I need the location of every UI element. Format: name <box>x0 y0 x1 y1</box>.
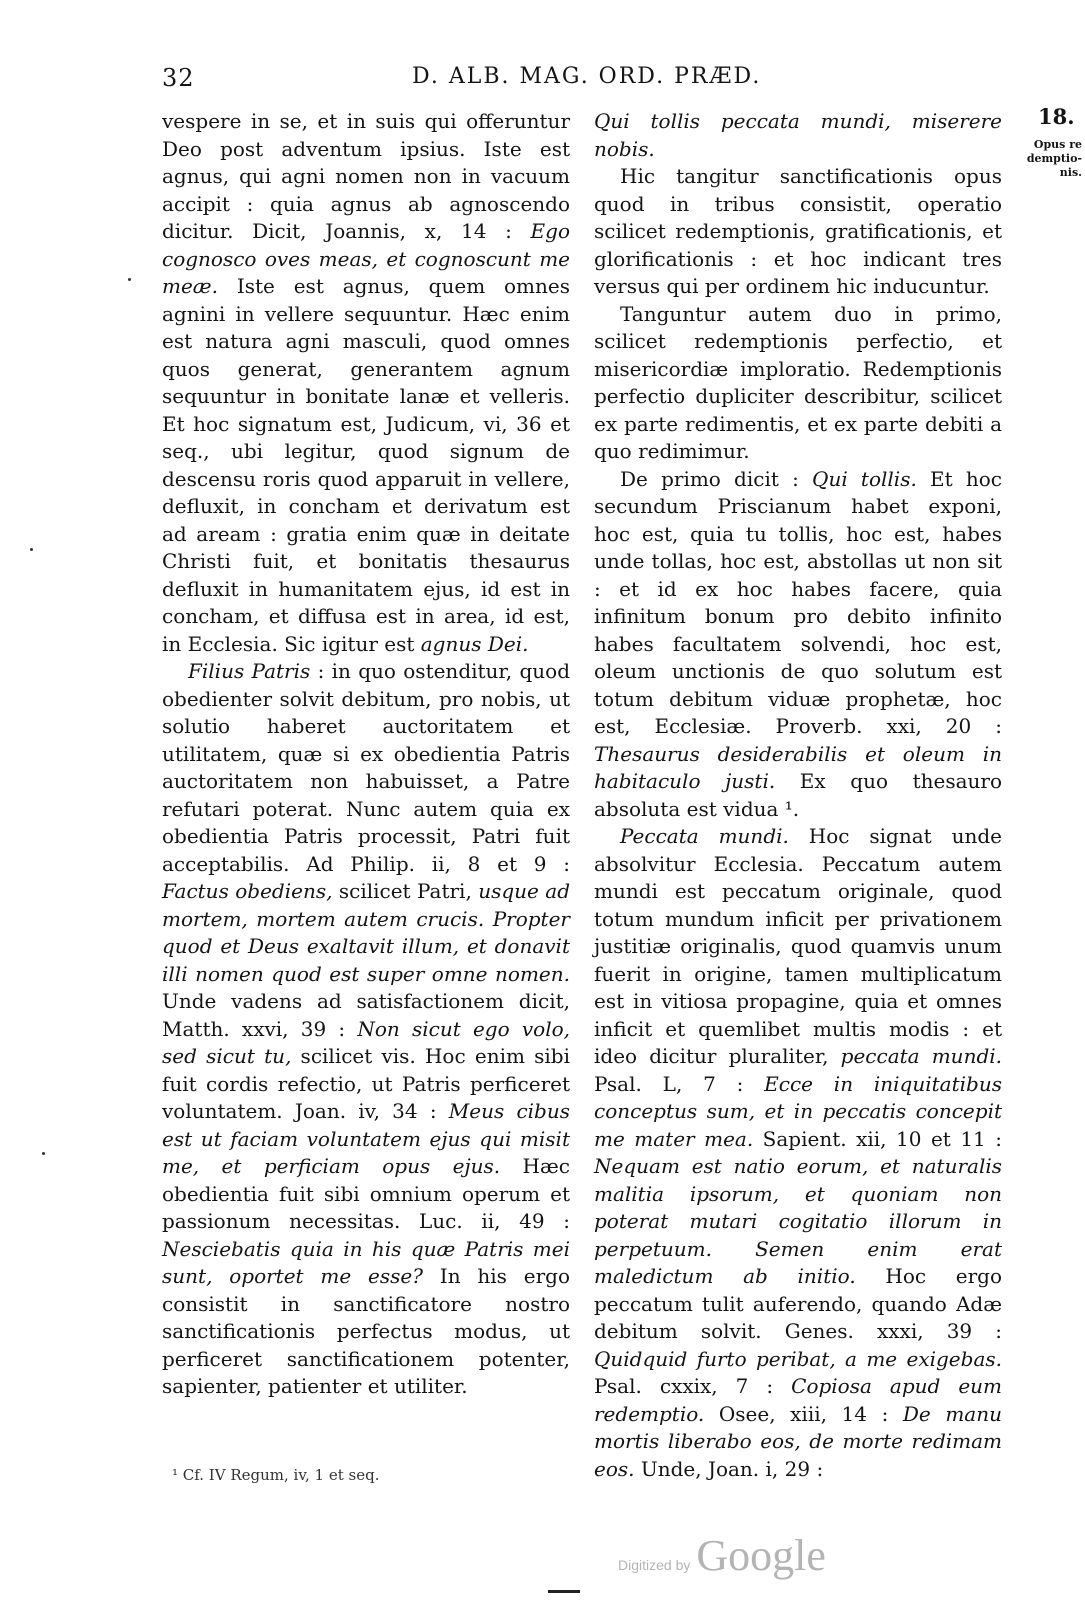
ink-speck <box>30 548 33 551</box>
paragraph <box>594 466 1002 824</box>
italic-quotation: Filius Patris <box>188 659 311 683</box>
italic-quotation: Qui tollis peccata mundi, miserere nobis. <box>594 109 1002 161</box>
italic-quotation: Ecce in iniquitatibus conceptus sum, et in peccatis concepit me mater mea. <box>594 1071 1002 1151</box>
margin-note-line: demptio- <box>1026 152 1082 165</box>
paragraph <box>594 163 1002 301</box>
italic-quotation: Factus obediens, <box>162 879 333 903</box>
paragraph <box>162 108 570 658</box>
italic-quotation: Ego cognosco oves meas, et cognoscunt me meæ. <box>162 219 570 298</box>
text-run: : in quo ostenditur, quod obedienter solvit debitum, pro nobis, ut solutio haberet auctoritatem et utilitatem, quæ si ex obedientia Patris auctoritatem non habuisset, a Patre refutari poterat. Nunc autem quia ex obedientia Patris processit, Patri fuit acceptabilis. Ad Philip. ii, 8 et 9 : <box>162 659 570 876</box>
paragraph <box>594 823 1002 1483</box>
left-text-column <box>162 108 570 1401</box>
text-run: Psal. cxxix, 7 : <box>594 1374 792 1398</box>
footnote: ¹ Cf. IV Regum, iv, 1 et seq. <box>172 1466 380 1484</box>
italic-quotation: Nesciebatis quia in his quæ Patris mei sunt, oportet me esse? <box>162 1236 570 1288</box>
text-run: Sapient. xii, 10 et 11 : <box>753 1126 1002 1151</box>
text-run: Hoc signat unde absolvitur Ecclesia. Peccatum autem mundi est peccatum originale, quod totum mundum inficit per privationem justitiæ originalis, quod quamvis unum fuerit in origine, tamen multiplicatum est in vitiosa propagine, quia et omnes inficit et quemlibet multis modis : et ideo dicitur pluraliter, <box>594 824 1002 1068</box>
ink-speck <box>128 278 131 281</box>
text-run: Hoc ergo peccatum tulit auferendo, quando Adæ debitum solvit. Genes. xxxi, 39 : <box>594 1264 1003 1343</box>
text-run: Iste est agnus, quem omnes agnini in vellere sequuntur. Hæc enim est natura agni masculi, quod omnes quos generat, generantem agnum sequuntur in bonitate lanæ et velleris. Et hoc signatum est, Judicum, vi, 36 et seq., ubi legitur, quod signum de descensu roris quod apparuit in vellere, defluxit, in concham et derivatum est ad aream : gratia enim quæ in deitate Christi fuit, et bonitatis thesaurus defluxit in humanitatem ejus, id est in concham, et diffusa est in area, id est, in Ecclesia. Sic igitur est <box>162 274 570 656</box>
text-run: In his ergo consistit in sanctificatore nostro sanctificationis perfectus modus, ut perficeret sanctificationem potenter, sapienter, patienter et utiliter. <box>162 1264 570 1398</box>
italic-quotation: Quidquid furto peribat, a me exigebas. <box>594 1346 1002 1371</box>
italic-quotation: Thesaurus desiderabilis et oleum in habitaculo justi. <box>594 741 1002 793</box>
text-run: Unde vadens ad satisfactionem dicit, Matth. xxvi, 39 : <box>162 989 570 1041</box>
text-run: Hic tangitur sanctificationis opus quod in tribus consistit, operatio scilicet redemptionis, gratificationis, et glorificationis : et hoc indicant tres versus qui per ordinem hic inducuntur. <box>594 164 1002 298</box>
italic-quotation: Non sicut ego volo, sed sicut tu, <box>162 1016 570 1068</box>
text-run: Psal. L, 7 : <box>594 1071 765 1096</box>
digitized-prefix: Digitized by <box>618 1557 691 1573</box>
margin-section-number: 18. <box>1038 104 1075 129</box>
paragraph <box>594 108 1002 163</box>
text-run: Et hoc secundum Priscianum habet exponi, hoc est, quia tu tollis, hoc est, habes unde tollas, hoc est, abstollas ut non sit : et id ex hoc habes facere, quia infinitum bonum pro debito infinito habes facultatem solvendi, hoc est, oleum unctionis de quo solutum est totum debitum viduæ prophetæ, hoc est, Ecclesiæ. Proverb. xxi, 20 : <box>594 466 1003 738</box>
italic-quotation: Nequam est natio eorum, et naturalis malitia ipsorum, et quoniam non poterat mutari cogitatio illorum in perpetuum. Semen enim erat maledictum ab initio. <box>594 1154 1002 1288</box>
text-run: vespere in se, et in suis qui offeruntur Deo post adventum ipsius. Iste est agnus, qui agni nomen non in vacuum accipit : quia agnus ab agnoscendo dicitur. Dicit, Joannis, x, 14 : <box>162 109 570 243</box>
right-text-column <box>594 108 1002 1483</box>
margin-note-line: nis. <box>1059 166 1082 179</box>
italic-quotation: De manu mortis liberabo eos, de morte redimam eos. <box>594 1401 1002 1481</box>
italic-quotation: peccata mundi. <box>840 1044 1002 1068</box>
page-edge-mark <box>548 1590 580 1593</box>
google-logo: Google <box>696 1531 826 1580</box>
italic-quotation: Qui tollis. <box>812 466 917 491</box>
text-run: scilicet Patri, <box>332 879 479 903</box>
text-run: Hæc obedientia fuit sibi omnium operum et passionum necessitas. Luc. ii, 49 : <box>162 1154 570 1233</box>
page-number: 32 <box>162 64 195 92</box>
margin-note <box>1010 138 1082 180</box>
margin-note-line: Opus re <box>1033 138 1082 151</box>
text-run: Ex quo thesauro absoluta est vidua ¹. <box>594 769 1002 821</box>
text-run: De primo dicit : <box>620 466 813 491</box>
text-run: Unde, Joan. i, 29 : <box>634 1456 824 1481</box>
italic-quotation: Peccata mundi. <box>620 824 789 848</box>
text-run: Osee, xiii, 14 : <box>704 1401 903 1426</box>
running-title: D. ALB. MAG. ORD. PRÆD. <box>412 64 762 89</box>
text-run: Tanguntur autem duo in primo, scilicet redemptionis perfectio, et misericordiæ imploratio. Redemptionis perfectio dupliciter describitur, scilicet ex parte redimentis, et ex parte debiti a quo redimimur. <box>594 301 1002 463</box>
italic-quotation: agnus Dei. <box>420 631 529 656</box>
digitized-watermark <box>618 1530 826 1581</box>
italic-quotation: usque ad mortem, mortem autem crucis. Propter quod et Deus exaltavit illum, et donavit illi nomen quod est super omne nomen. <box>162 879 571 986</box>
paragraph <box>162 658 570 1401</box>
italic-quotation: Copiosa apud eum redemptio. <box>594 1374 1003 1426</box>
ink-speck <box>42 1152 45 1155</box>
text-run: scilicet vis. Hoc enim sibi fuit cordis refectio, ut Patris perficeret voluntatem. Joan. iv, 34 : <box>162 1044 571 1123</box>
italic-quotation: Meus cibus est ut faciam voluntatem ejus qui misit me, et perficiam opus ejus. <box>162 1099 570 1178</box>
paragraph <box>594 301 1002 466</box>
